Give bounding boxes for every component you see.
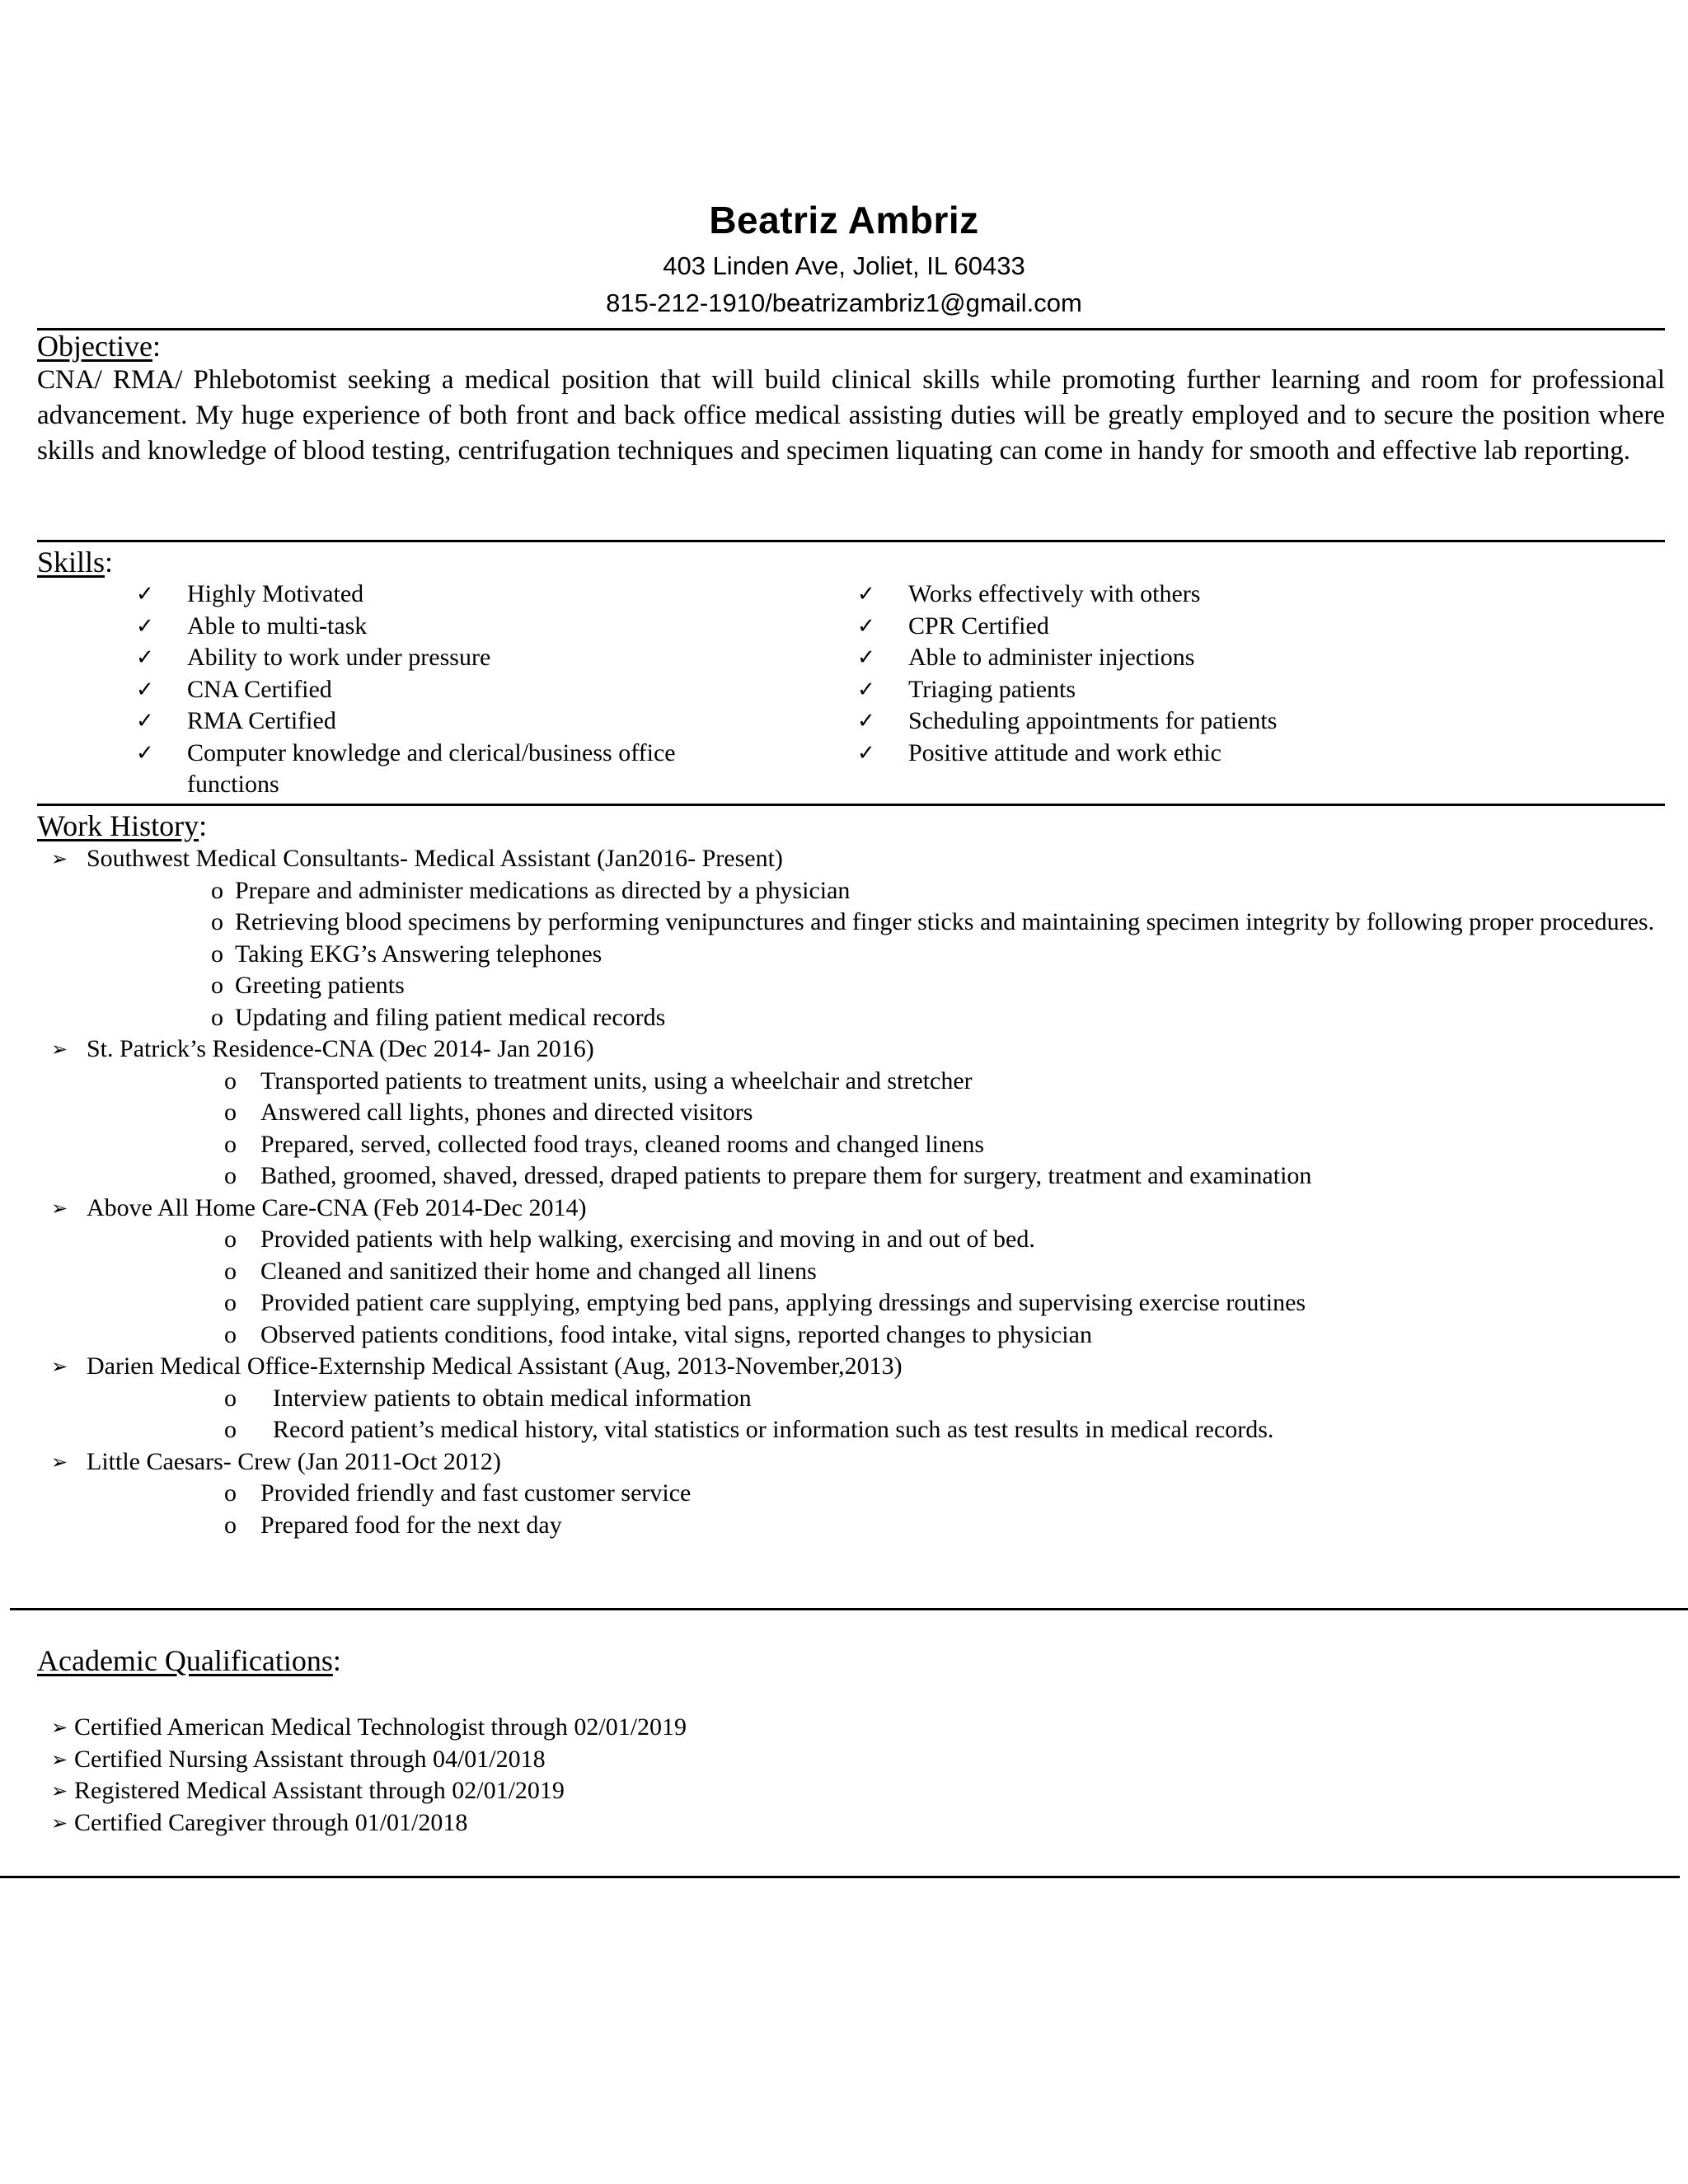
job-title-row <box>0 843 1688 875</box>
skill-item <box>136 738 746 801</box>
circle-bullet-icon: o <box>224 1416 237 1443</box>
duty-text: Provided patient care supplying, emptying bed pans, applying dressings and supervising exercise routines <box>260 1289 1306 1316</box>
work-history-list <box>0 843 1688 1541</box>
duty-text: Observed patients conditions, food intake, vital signs, reported changes to physician <box>260 1320 1092 1348</box>
job-title-row <box>0 1351 1688 1383</box>
check-icon: ✓ <box>857 582 875 607</box>
check-icon: ✓ <box>136 613 154 639</box>
job-title: Little Caesars- Crew (Jan 2011-Oct 2012) <box>87 1447 501 1475</box>
circle-bullet-icon: o <box>224 1130 237 1158</box>
duty-text: Cleaned and sanitized their home and changed all linens <box>260 1257 817 1285</box>
circle-bullet-icon: o <box>224 1289 237 1316</box>
check-icon: ✓ <box>136 677 154 702</box>
duty-item <box>0 1002 1688 1034</box>
skill-item <box>136 642 746 674</box>
work-history-heading: Work History: <box>37 809 208 842</box>
circle-bullet-icon: o <box>224 1511 237 1539</box>
skill-label: Able to administer injections <box>908 644 1195 671</box>
divider-skills <box>37 804 1665 806</box>
skill-label: Ability to work under pressure <box>187 644 491 671</box>
check-icon: ✓ <box>136 740 154 766</box>
circle-bullet-icon: o <box>224 1257 237 1285</box>
skill-item <box>857 705 1599 738</box>
qualification-text: Certified Nursing Assistant through 04/01/2018 <box>74 1745 546 1773</box>
duty-text: Bathed, groomed, shaved, dressed, draped patients to prepare them for surgery, treatment and examination <box>260 1162 1312 1189</box>
qualification-item <box>51 1775 687 1807</box>
duty-item <box>0 1256 1688 1288</box>
arrow-bullet-icon: ➢ <box>51 1747 68 1771</box>
job-title-row <box>0 1033 1688 1066</box>
check-icon: ✓ <box>857 709 875 733</box>
skill-label: Triaging patients <box>908 675 1076 703</box>
arrow-bullet-icon: ➢ <box>51 1811 68 1835</box>
skill-label: Able to multi-task <box>187 612 368 640</box>
skill-item <box>136 705 746 738</box>
circle-bullet-icon: o <box>224 1226 237 1253</box>
duty-item <box>0 1066 1688 1098</box>
duty-text: Interview patients to obtain medical information <box>273 1384 752 1412</box>
duty-text: Transported patients to treatment units, using a wheelchair and stretcher <box>260 1066 973 1094</box>
job-title: St. Patrick’s Residence-CNA (Dec 2014- Jan 2016) <box>87 1035 594 1062</box>
job-title: Southwest Medical Consultants- Medical Assistant (Jan2016- Present) <box>87 845 783 872</box>
duty-item <box>0 1478 1688 1510</box>
circle-bullet-icon: o <box>224 1162 237 1189</box>
skill-label: CNA Certified <box>187 675 332 703</box>
objective-text: CNA/ RMA/ Phlebotomist seeking a medical position that will build clinical skills while promoting further learning and room for professional advancement. My huge experience of both front and back office medical assisting duties will be greatly employed and to secure the position where skills and knowledge of blood testing, centrifugation techniques and specimen liquating can come in handy for smooth and effective lab reporting. <box>37 365 1665 466</box>
duty-text: Retrieving blood specimens by performing venipunctures and finger sticks and maintaining specimen integrity by following proper procedures. <box>235 908 1655 935</box>
job-title-row <box>0 1193 1688 1225</box>
skill-item <box>857 611 1599 643</box>
arrow-bullet-icon: ➢ <box>51 1196 68 1220</box>
skills-list-right <box>857 579 1599 769</box>
skill-label: CPR Certified <box>908 612 1049 640</box>
circle-bullet-icon: o <box>211 972 223 999</box>
skills-heading: Skills: <box>37 546 114 579</box>
skill-item <box>136 611 746 643</box>
duty-item <box>0 1160 1688 1193</box>
duty-text: Greeting patients <box>235 972 405 999</box>
skills-list-left <box>136 579 746 801</box>
duty-item <box>0 1097 1688 1129</box>
duty-item <box>0 1510 1688 1542</box>
skill-label: Works effectively with others <box>908 580 1201 607</box>
skill-label: Computer knowledge and clerical/business office functions <box>187 738 676 798</box>
job-title: Darien Medical Office-Externship Medical Assistant (Aug, 2013-November,2013) <box>87 1352 903 1380</box>
duty-item <box>0 907 1688 939</box>
qualification-item <box>51 1744 687 1776</box>
academic-heading: Academic Qualifications: <box>37 1644 341 1677</box>
circle-bullet-icon: o <box>224 1066 237 1094</box>
circle-bullet-icon: o <box>211 908 223 935</box>
check-icon: ✓ <box>136 709 154 733</box>
duty-text: Provided friendly and fast customer service <box>260 1479 692 1507</box>
check-icon: ✓ <box>857 613 875 639</box>
duty-item <box>0 1319 1688 1352</box>
duty-text: Provided patients with help walking, exercising and moving in and out of bed. <box>260 1226 1035 1253</box>
check-icon: ✓ <box>857 645 875 670</box>
circle-bullet-icon: o <box>211 1003 223 1031</box>
duty-text: Record patient’s medical history, vital statistics or information such as test results in medical records. <box>273 1416 1274 1443</box>
divider-work <box>10 1608 1688 1610</box>
duty-text: Prepared food for the next day <box>260 1511 562 1539</box>
skill-item <box>857 579 1599 611</box>
duty-text: Updating and filing patient medical records <box>235 1003 666 1031</box>
divider-header <box>37 328 1665 330</box>
circle-bullet-icon: o <box>224 1384 237 1412</box>
check-icon: ✓ <box>136 582 154 607</box>
duty-item <box>0 1129 1688 1161</box>
arrow-bullet-icon: ➢ <box>51 1038 68 1061</box>
arrow-bullet-icon: ➢ <box>51 1450 68 1474</box>
check-icon: ✓ <box>857 740 875 766</box>
duty-text: Answered call lights, phones and directed visitors <box>260 1099 753 1126</box>
circle-bullet-icon: o <box>224 1099 237 1126</box>
duty-item <box>0 1414 1688 1446</box>
divider-objective <box>37 540 1665 542</box>
arrow-bullet-icon: ➢ <box>51 1355 68 1378</box>
skill-item <box>136 579 746 611</box>
address: 403 Linden Ave, Joliet, IL 60433 <box>663 251 1025 280</box>
contact-info: 815-212-1910/beatrizambriz1@gmail.com <box>606 288 1082 317</box>
objective-heading: Objective: <box>37 330 161 363</box>
candidate-name: Beatriz Ambriz <box>709 199 979 241</box>
circle-bullet-icon: o <box>211 876 223 904</box>
check-icon: ✓ <box>136 645 154 670</box>
duty-item <box>0 1224 1688 1256</box>
duty-item <box>0 939 1688 971</box>
skill-label: RMA Certified <box>187 707 336 734</box>
divider-academic <box>0 1876 1680 1878</box>
arrow-bullet-icon: ➢ <box>51 1716 68 1739</box>
job-title-row <box>0 1446 1688 1479</box>
circle-bullet-icon: o <box>211 940 223 968</box>
duty-text: Prepared, served, collected food trays, cleaned rooms and changed linens <box>260 1130 984 1158</box>
academic-list <box>51 1712 687 1839</box>
arrow-bullet-icon: ➢ <box>51 847 68 870</box>
skill-item <box>857 674 1599 706</box>
skill-item <box>857 642 1599 674</box>
circle-bullet-icon: o <box>224 1320 237 1348</box>
circle-bullet-icon: o <box>224 1479 237 1507</box>
qualification-item <box>51 1807 687 1840</box>
arrow-bullet-icon: ➢ <box>51 1779 68 1802</box>
qualification-text: Certified Caregiver through 01/01/2018 <box>74 1808 468 1836</box>
check-icon: ✓ <box>857 677 875 702</box>
skill-label: Highly Motivated <box>187 580 364 607</box>
duty-item <box>0 875 1688 907</box>
skill-label: Positive attitude and work ethic <box>908 738 1221 766</box>
qualification-text: Certified American Medical Technologist through 02/01/2019 <box>74 1713 687 1741</box>
job-title: Above All Home Care-CNA (Feb 2014-Dec 2014) <box>87 1193 587 1221</box>
qualification-item <box>51 1712 687 1744</box>
duty-item <box>0 1383 1688 1415</box>
duty-item <box>0 1287 1688 1319</box>
skill-item <box>136 674 746 706</box>
duty-item <box>0 970 1688 1002</box>
skill-item <box>857 738 1599 770</box>
duty-text: Prepare and administer medications as directed by a physician <box>235 876 851 904</box>
skill-label: Scheduling appointments for patients <box>908 707 1278 734</box>
duty-text: Taking EKG’s Answering telephones <box>235 940 603 968</box>
qualification-text: Registered Medical Assistant through 02/01/2019 <box>74 1777 565 1804</box>
